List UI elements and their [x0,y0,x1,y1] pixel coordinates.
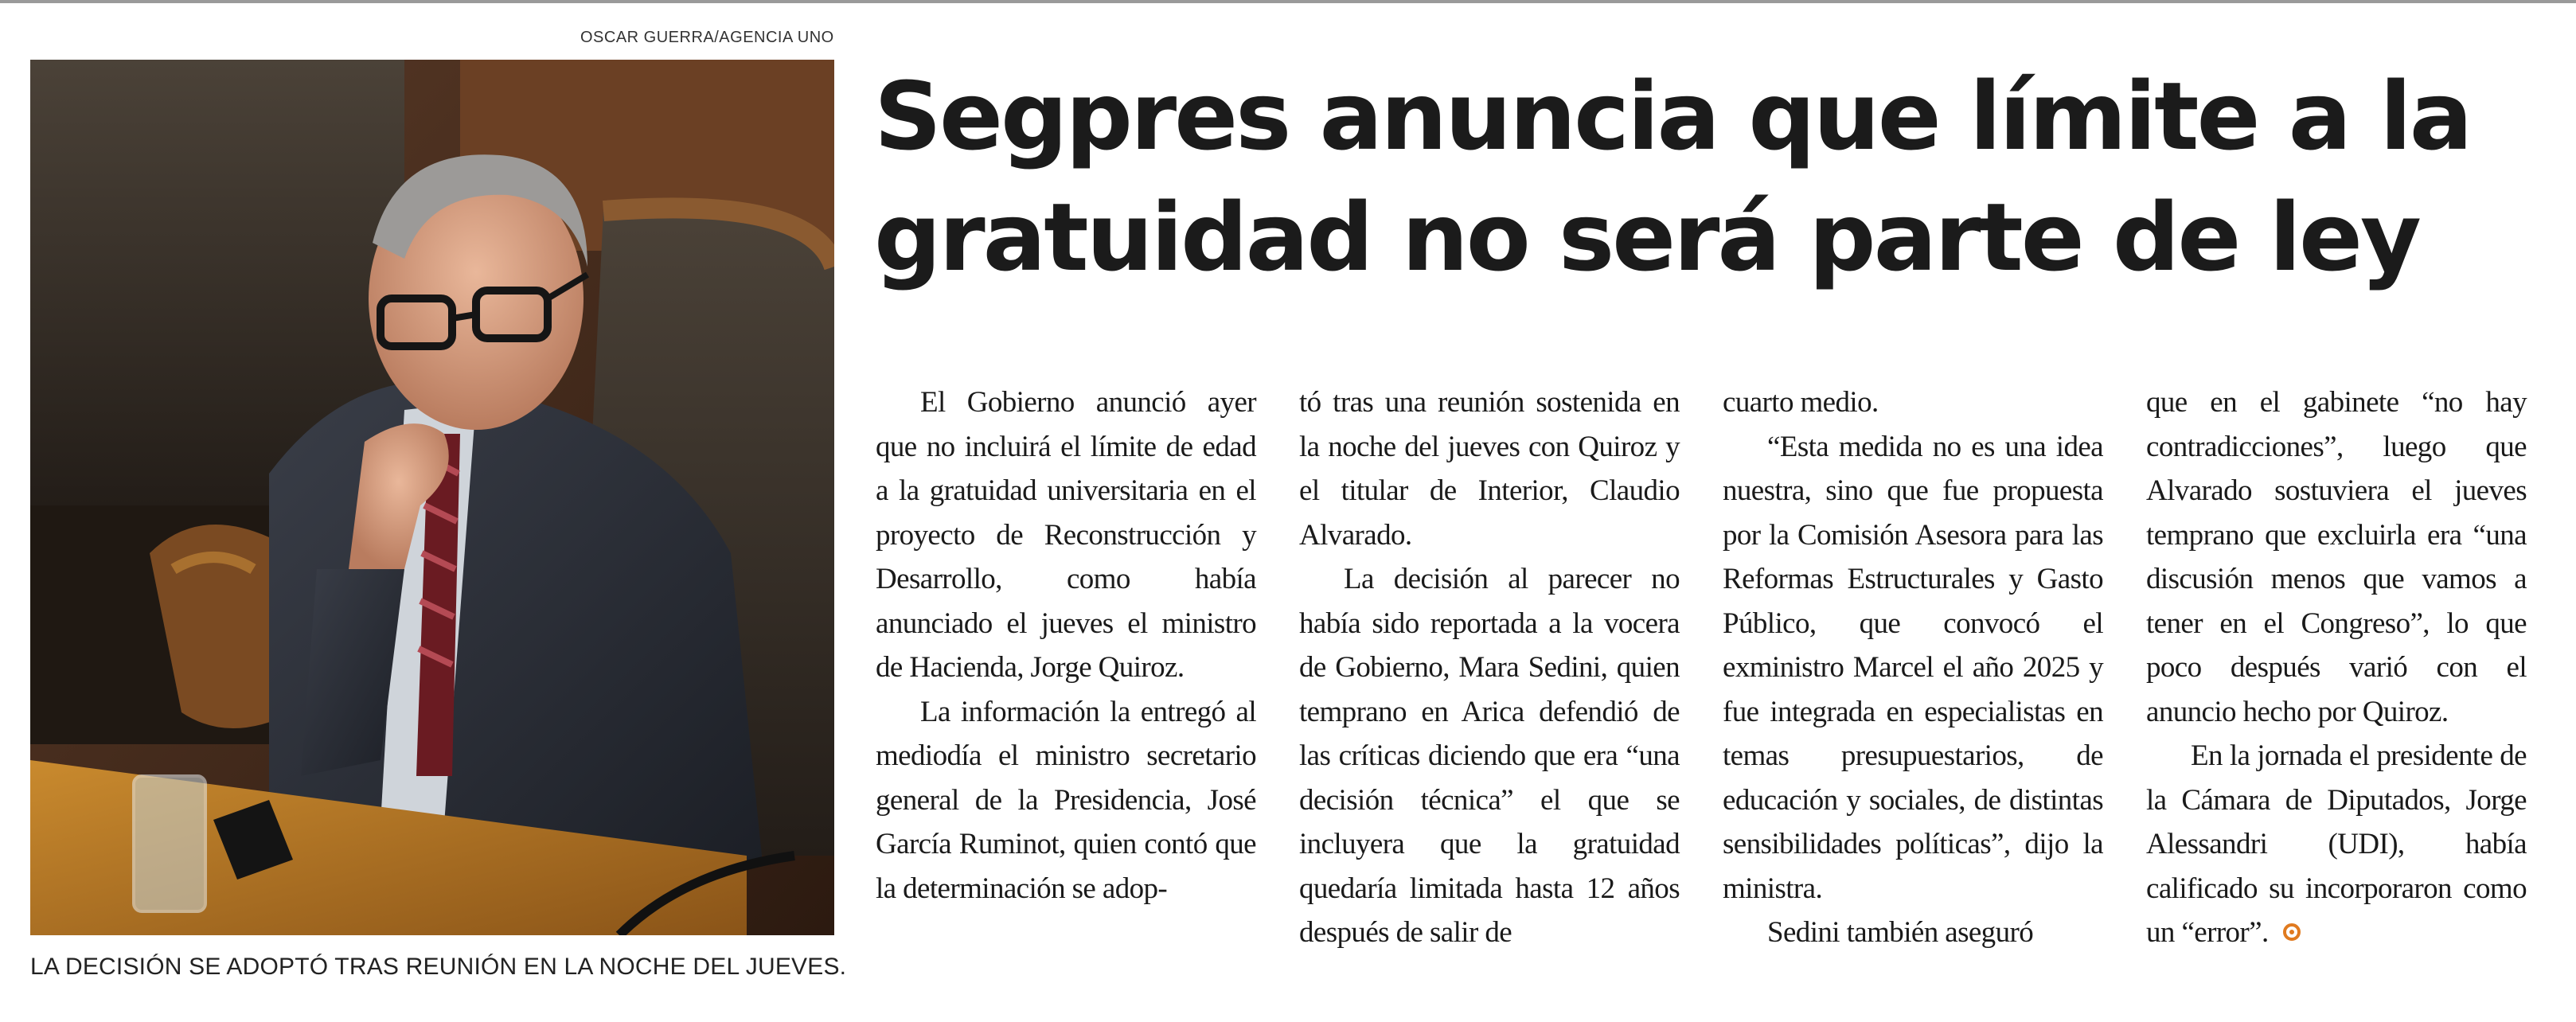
end-of-article-mark-icon [2283,923,2301,941]
photo-credit: OSCAR GUERRA/AGENCIA UNO [580,29,834,46]
paragraph: La información la entregó al mediodía el ministro secretario general de la Presidencia, José García Ruminot, quien contó que la determinación se adop- [876,695,1256,905]
headline-line-2: gratuidad no será parte de ley [874,182,2419,292]
paragraph: Sedini también aseguró [1767,916,2034,949]
article-column-4 [2146,380,2527,955]
photo-caption: LA DECISIÓN SE ADOPTÓ TRAS REUNIÓN EN LA NOCHE DEL JUEVES. [30,954,847,980]
paragraph: “Esta medida no es una idea nuestra, sino que fue propuesta por la Comisión Asesora para las Reformas Estructurales y Gasto Público, que convocó el exministro Marcel el año 2025 y fue integrada en especialistas en temas presupuestarios, de educación y sociales, de distintas sensibilidades políticas”, dijo la ministra. [1723,430,2103,905]
article-body [876,380,2555,1001]
paragraph: El Gobierno anunció ayer que no incluirá el límite de edad a la gratuidad universitaria en el proyecto de Reconstrucción y Desarrollo, como había anunciado el jueves el ministro de Hacienda, Jorge Quiroz. [876,386,1256,684]
final-paragraph-text: En la jornada el presidente de la Cámara de Diputados, Jorge Alessandri (UDI), había calificado su incorporaron como un “error”. [2146,739,2527,949]
paragraph: La decisión al parecer no había sido reportada a la vocera de Gobierno, Mara Sedini, quien temprano en Arica defendió de las críticas diciendo que era “una decisión técnica” el que se incluyera que la gratuidad quedaría limitada hasta 12 años después de salir de [1299,563,1680,949]
article-column-1 [876,380,1256,911]
article-column-3 [1723,380,2103,955]
headline [874,56,2546,298]
paragraph: tó tras una reunión sostenida en la noche del jueves con Quiroz y el titular de Interior, Claudio Alvarado. [1299,386,1680,552]
article-column-2 [1299,380,1680,955]
top-rule [0,0,2576,3]
article-photo [30,60,834,935]
paragraph: cuarto medio. [1723,386,1879,419]
paragraph: que en el gabinete “no hay contradicciones”, luego que Alvarado sostuviera el jueves temprano que excluirla era “una discusión menos que vamos a tener en el Congreso”, lo que poco después varió con el anuncio hecho por Quiroz. [2146,386,2527,728]
headline-line-1: Segpres anuncia que límite a la [874,61,2471,171]
paragraph-final [2146,734,2527,955]
